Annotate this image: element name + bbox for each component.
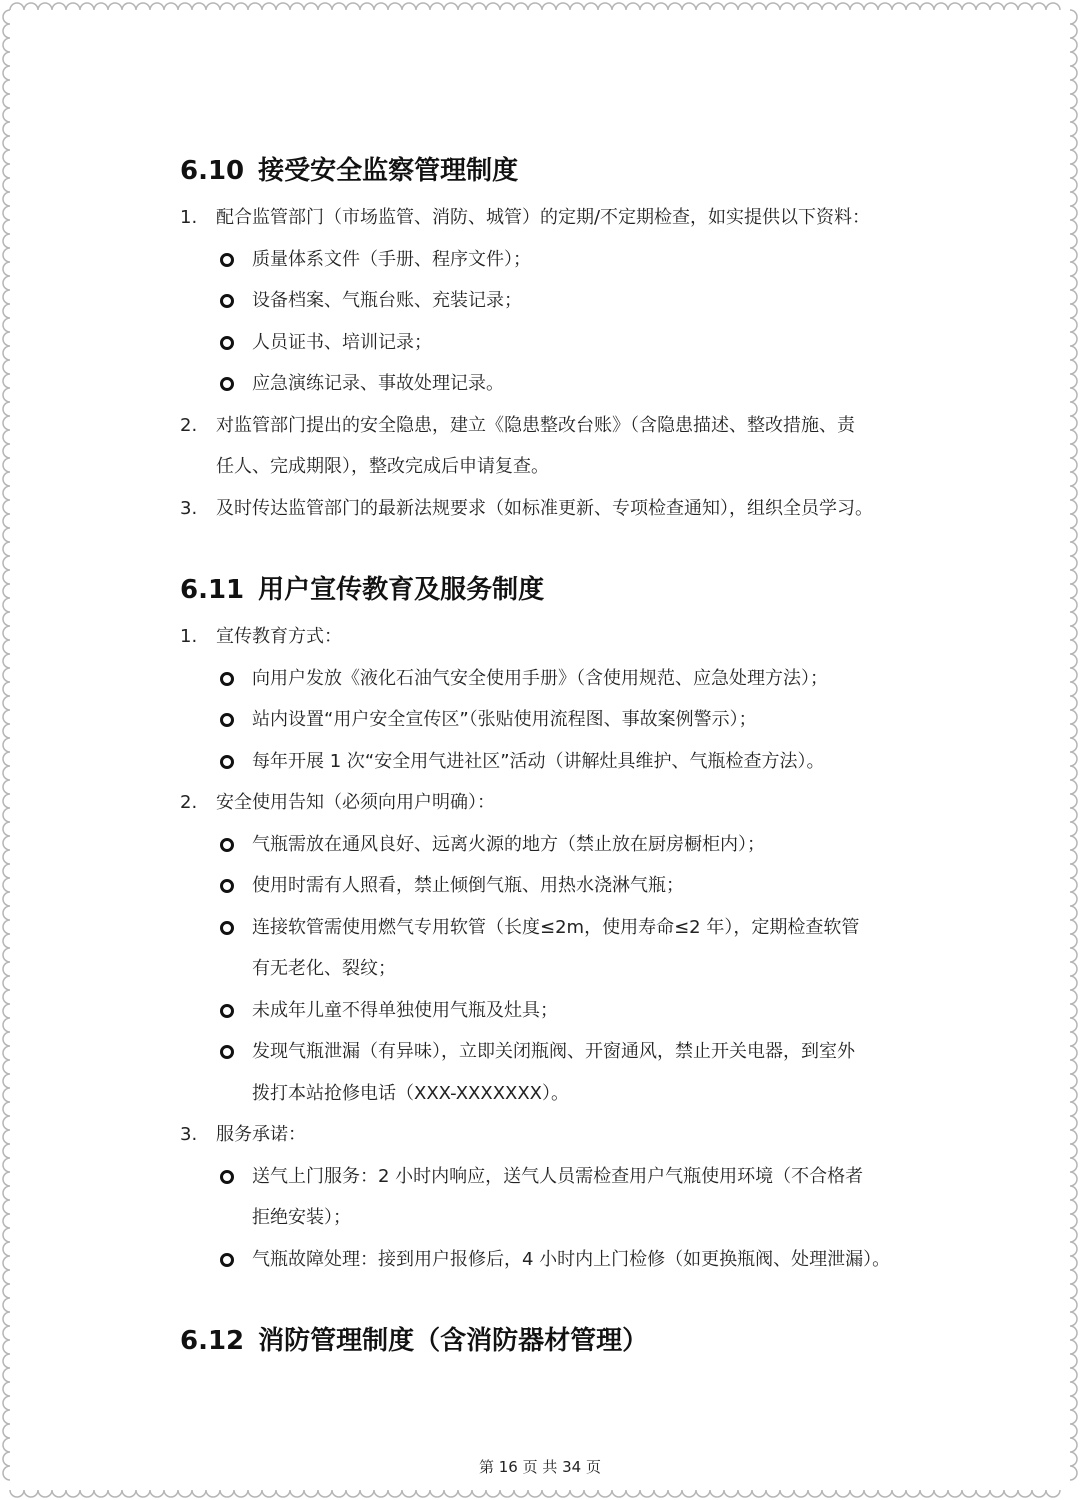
bullet-text-continuation: 有无老化、裂纹； [252, 958, 396, 979]
hollow-circle-icon [220, 1045, 234, 1059]
hollow-circle-icon [220, 336, 234, 350]
hollow-circle-icon [220, 672, 234, 686]
bullet-item [180, 239, 910, 281]
item-text: 及时传达监管部门的最新法规要求（如标准更新、专项检查通知），组织全员学习。 [216, 497, 873, 519]
hollow-circle-icon [220, 879, 234, 893]
list-item [180, 197, 910, 239]
hollow-circle-icon [220, 921, 234, 935]
bullet-text: 气瓶需放在通风良好、远离火源的地方（禁止放在厨房橱柜内）； [252, 833, 765, 855]
section-title: 用户宣传教育及服务制度 [258, 575, 545, 605]
list-item [180, 1114, 910, 1156]
bullet-item [180, 658, 910, 700]
list-item [180, 616, 910, 658]
section-number: 6.12 [180, 1326, 245, 1356]
bullet-text: 站内设置“用户安全宣传区”（张贴使用流程图、事故案例警示）； [252, 709, 757, 730]
hollow-circle-icon [220, 838, 234, 852]
item-text: 服务承诺： [216, 1124, 306, 1145]
bullet-text: 气瓶故障处理：接到用户报修后，4 小时内上门检修（如更换瓶阀、处理泄漏）。 [252, 1248, 891, 1270]
bullet-text: 送气上门服务：2 小时内响应，送气人员需检查用户气瓶使用环境（不合格者 [252, 1165, 864, 1187]
bullet-text: 向用户发放《液化石油气安全使用手册》（含使用规范、应急处理方法）； [252, 667, 828, 689]
item-text-continuation: 任人、完成期限），整改完成后申请复查。 [216, 456, 549, 477]
bullet-item [180, 1156, 910, 1198]
bullet-item [180, 699, 910, 741]
item-text: 安全使用告知（必须向用户明确）： [216, 792, 495, 813]
list-item [180, 782, 910, 824]
hollow-circle-icon [220, 1253, 234, 1267]
section-heading-6-10 [180, 150, 910, 192]
page-footer: 第 16 页 共 34 页 [478, 1458, 601, 1476]
bullet-item [180, 280, 910, 322]
item-number: 1. [180, 626, 198, 647]
section-heading-6-12 [180, 1320, 910, 1362]
bullet-item [180, 1031, 910, 1073]
bullet-item [180, 824, 910, 866]
item-text: 对监管部门提出的安全隐患，建立《隐患整改台账》（含隐患描述、整改措施、责 [216, 414, 855, 436]
bullet-item [180, 741, 910, 783]
bullet-text: 应急演练记录、事故处理记录。 [252, 373, 504, 394]
bullet-text: 人员证书、培训记录； [252, 331, 432, 353]
bullet-text: 每年开展 1 次“安全用气进社区”活动（讲解灶具维护、气瓶检查方法）。 [252, 750, 825, 772]
bullet-text: 使用时需有人照看，禁止倾倒气瓶、用热水浇淋气瓶； [252, 875, 684, 896]
item-number: 3. [180, 497, 198, 519]
section-title: 接受安全监察管理制度 [258, 156, 519, 186]
item-number: 2. [180, 414, 198, 436]
hollow-circle-icon [220, 755, 234, 769]
hollow-circle-icon [220, 377, 234, 391]
section-heading-6-11 [180, 569, 910, 611]
document-body [180, 150, 910, 1362]
item-number: 2. [180, 792, 198, 813]
bullet-item [180, 990, 910, 1032]
bullet-item [180, 865, 910, 907]
bullet-text: 连接软管需使用燃气专用软管（长度≤2m，使用寿命≤2 年），定期检查软管 [252, 916, 860, 938]
bullet-item [180, 363, 910, 405]
item-number: 1. [180, 207, 198, 228]
item-text: 宣传教育方式： [216, 626, 342, 647]
hollow-circle-icon [220, 294, 234, 308]
bullet-text: 质量体系文件（手册、程序文件）； [252, 248, 531, 270]
bullet-text-continuation: 拒绝安装）； [252, 1207, 351, 1228]
hollow-circle-icon [220, 713, 234, 727]
bullet-item [180, 907, 910, 949]
bullet-item [180, 1239, 910, 1281]
bullet-item [180, 322, 910, 364]
hollow-circle-icon [220, 1170, 234, 1184]
item-number: 3. [180, 1124, 198, 1145]
hollow-circle-icon [220, 1004, 234, 1018]
item-text: 配合监管部门（市场监管、消防、城管）的定期/不定期检查，如实提供以下资料： [216, 207, 871, 228]
list-item [180, 488, 910, 530]
bullet-text: 设备档案、气瓶台账、充装记录； [252, 290, 522, 311]
section-number: 6.10 [180, 156, 245, 186]
list-item [180, 405, 910, 447]
bullet-text: 发现气瓶泄漏（有异味），立即关闭瓶阀、开窗通风，禁止开关电器，到室外 [252, 1041, 855, 1062]
section-number: 6.11 [180, 575, 245, 605]
bullet-text: 未成年儿童不得单独使用气瓶及灶具； [252, 999, 558, 1021]
section-title: 消防管理制度（含消防器材管理） [258, 1326, 649, 1356]
bullet-text-continuation: 拨打本站抢修电话（XXX-XXXXXXX）。 [252, 1082, 570, 1104]
hollow-circle-icon [220, 253, 234, 267]
